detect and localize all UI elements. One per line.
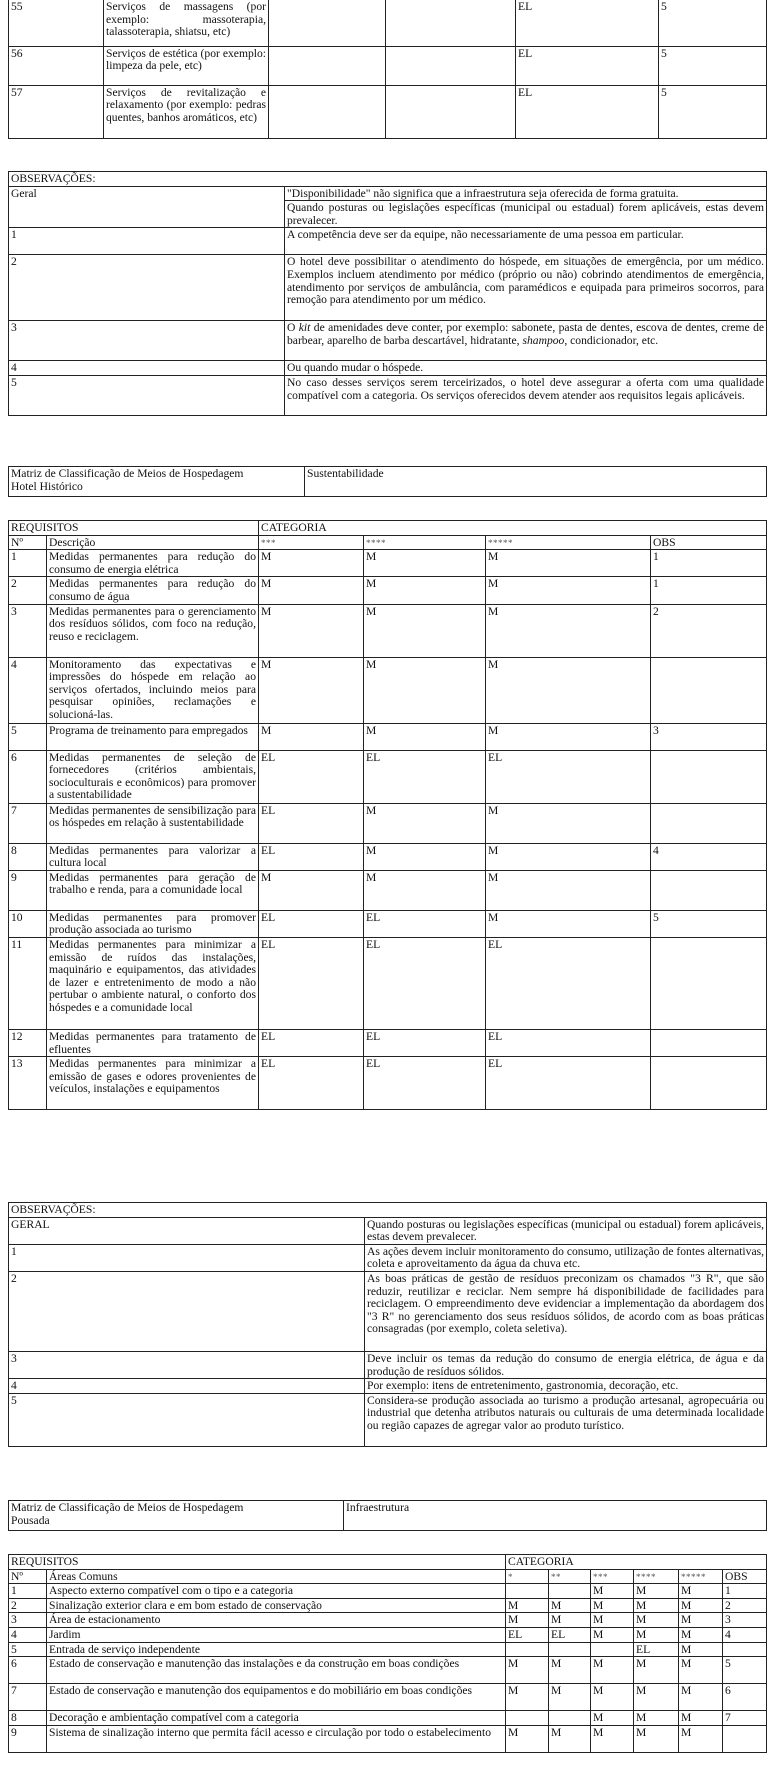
table-row [9, 1598, 767, 1613]
obs-text: O hotel deve possibilitar o atendimento do hóspede, em situações de emergência, por um médico. Exemplos incluem atendimento por médico (próprio ou não) cobrindo atendimentos de emergência, atendimento por serviços de ambulância, com paramédicos e equipada para primeiros socorros, para remoção para atendimento por um médico. [285, 255, 767, 321]
row-description: Serviços de massagens (por exemplo: massoterapia, talassoterapia, shiatsu, etc) [104, 0, 269, 46]
row-number: 7 [9, 1684, 47, 1711]
row-number: 1 [9, 550, 47, 577]
row-cat-3: EL [516, 85, 659, 138]
obs-text: Quando posturas ou legislações específicas (municipal ou estadual) forem aplicáveis, estas devem prevalecer. [285, 201, 767, 228]
row-5-stars: M [486, 550, 651, 577]
row-1-star [506, 1711, 549, 1726]
obs-text-part: O [287, 321, 299, 335]
row-5-stars: M [486, 910, 651, 937]
row-4-stars: M [364, 803, 486, 843]
row-1-star: EL [506, 1627, 549, 1642]
row-5-stars: M [486, 657, 651, 723]
row-3-stars: M [591, 1725, 634, 1752]
row-4-stars: M [634, 1598, 679, 1613]
row-3-stars: EL [259, 1057, 364, 1110]
obs-text-italic: kit [298, 321, 311, 335]
row-description: Medidas permanentes para promover produção associada ao turismo [47, 910, 259, 937]
row-obs [723, 1642, 767, 1657]
row-obs: 5 [723, 1657, 767, 1684]
categoria-header: CATEGORIA [506, 1555, 767, 1570]
row-description: Decoração e ambientação compatível com a categoria [47, 1711, 506, 1726]
row-5-stars: M [679, 1598, 723, 1613]
row-description: Jardim [47, 1627, 506, 1642]
row-5-stars: M [679, 1627, 723, 1642]
row-3-stars: EL [259, 750, 364, 803]
row-3-stars: EL [259, 910, 364, 937]
col-description-header: Áreas Comuns [47, 1569, 506, 1584]
matrix-type: Pousada [11, 1513, 50, 1527]
observations-title: OBSERVAÇÕES: [9, 172, 767, 187]
obs-number: 2 [9, 255, 285, 321]
row-4-stars: EL [634, 1642, 679, 1657]
row-3-stars: M [259, 604, 364, 657]
row-4-stars: M [634, 1657, 679, 1684]
obs-text: "Disponibilidade" não significa que a infraestrutura seja oferecida de forma gratuita. [285, 186, 767, 201]
row-number: 8 [9, 1711, 47, 1726]
row-obs: 2 [651, 604, 767, 657]
row-number: 56 [9, 46, 104, 85]
row-5-stars: M [679, 1613, 723, 1628]
row-number: 8 [9, 843, 47, 870]
row-description: Medidas permanentes para tratamento de efluentes [47, 1029, 259, 1056]
row-1-star: M [506, 1613, 549, 1628]
row-description: Serviços de estética (por exemplo: limpeza da pele, etc) [104, 46, 269, 85]
table-row [9, 604, 767, 657]
row-1-star: M [506, 1657, 549, 1684]
row-description: Medidas permanentes para redução do consumo de energia elétrica [47, 550, 259, 577]
table-row [9, 910, 767, 937]
categoria-header: CATEGORIA [259, 521, 767, 536]
row-2-stars [549, 1584, 591, 1599]
row-obs: 2 [723, 1598, 767, 1613]
row-4-stars: EL [364, 910, 486, 937]
services-table-continuation [8, 0, 767, 139]
row-cat-3: EL [516, 46, 659, 85]
table-row [9, 657, 767, 723]
col-description-header: Descrição [47, 535, 259, 550]
row-3-stars: M [591, 1613, 634, 1628]
row-description: Medidas permanentes para o gerenciamento dos resíduos sólidos, com foco na redução, reuso e reciclagem. [47, 604, 259, 657]
row-3-stars: M [259, 577, 364, 604]
row-5-stars: M [679, 1642, 723, 1657]
row-4-stars: EL [364, 750, 486, 803]
infrastructure-requirements-table [8, 1554, 767, 1753]
row-number: 6 [9, 750, 47, 803]
row-5-stars: M [679, 1711, 723, 1726]
row-obs: 5 [659, 0, 767, 46]
sustainability-requirements-table [8, 520, 767, 1110]
row-cat-1 [269, 85, 386, 138]
obs-text: As boas práticas de gestão de resíduos preconizam os chamados "3 R", que são reduzir, reutilizar e reciclar. Nem sempre há disponibilidade de facilidades para reciclagem. O empreendimento deve evidenciar a implementação da abordagem dos "3 R" no gerenciamento dos seus resíduos sólidos, de acordo com as boas práticas consagradas (por exemplo, coleta seletiva). [365, 1271, 767, 1351]
row-obs: 4 [723, 1627, 767, 1642]
row-3-stars: M [259, 657, 364, 723]
obs-text: Considera-se produção associada ao turismo a produção artesanal, agropecuária ou industrial que detenha atributos naturais ou culturais de uma determinada localidade ou região capazes de agregar valor ao produto turístico. [365, 1393, 767, 1446]
row-4-stars: M [364, 577, 486, 604]
obs-text-part: , condicionador, etc. [564, 333, 659, 347]
row-3-stars: M [259, 723, 364, 750]
row-description: Medidas permanentes para geração de trabalho e renda, para a comunidade local [47, 870, 259, 910]
row-description: Medidas permanentes para valorizar a cultura local [47, 843, 259, 870]
table-row [9, 550, 767, 577]
obs-text: No caso desses serviços serem terceirizados, o hotel deve assegurar a oferta com uma qualidade compatível com a categoria. Os serviços oferecidos devem atender aos requisitos legais aplicáveis. [285, 375, 767, 415]
table-row [9, 85, 767, 138]
row-obs: 5 [659, 46, 767, 85]
row-3-stars: M [259, 550, 364, 577]
row-2-stars: M [549, 1684, 591, 1711]
table-row [9, 1584, 767, 1599]
row-1-star [506, 1642, 549, 1657]
row-obs: 4 [651, 843, 767, 870]
row-5-stars: M [486, 723, 651, 750]
row-4-stars: M [364, 870, 486, 910]
matrix-title-line1: Matriz de Classificação de Meios de Hospedagem [11, 1501, 244, 1514]
table-row [9, 803, 767, 843]
table-row [9, 0, 767, 46]
col-3-stars-header: *** [259, 535, 364, 550]
table-row [9, 577, 767, 604]
row-obs [651, 937, 767, 1029]
row-3-stars: M [591, 1598, 634, 1613]
matrix-section: Infraestrutura [344, 1501, 767, 1531]
row-obs: 5 [659, 85, 767, 138]
row-number: 9 [9, 870, 47, 910]
row-description: Monitoramento das expectativas e impressões do hóspede em relação ao serviços ofertados, incluindo meios para pesquisar opiniões, reclamações e solucioná-las. [47, 657, 259, 723]
row-cat-3: EL [516, 0, 659, 46]
row-4-stars: EL [364, 937, 486, 1029]
row-4-stars: M [634, 1613, 679, 1628]
row-5-stars: M [486, 870, 651, 910]
row-number: 3 [9, 604, 47, 657]
row-description: Área de estacionamento [47, 1613, 506, 1628]
row-number: 2 [9, 577, 47, 604]
table-row [9, 870, 767, 910]
row-obs [651, 870, 767, 910]
row-1-star [506, 1584, 549, 1599]
row-number: 57 [9, 85, 104, 138]
row-number: 4 [9, 1627, 47, 1642]
obs-number: 3 [9, 321, 285, 361]
table-row [9, 843, 767, 870]
row-obs [723, 1725, 767, 1752]
obs-text: Ou quando mudar o hóspede. [285, 361, 767, 376]
row-description: Medidas permanentes de sensibilização para os hóspedes em relação à sustentabilidade [47, 803, 259, 843]
obs-number: 3 [9, 1351, 365, 1378]
col-obs-header: OBS [723, 1569, 767, 1584]
row-5-stars: M [486, 604, 651, 657]
obs-text: A competência deve ser da equipe, não necessariamente de uma pessoa em particular. [285, 228, 767, 255]
row-5-stars: EL [486, 1029, 651, 1056]
row-1-star: M [506, 1684, 549, 1711]
table-row [9, 1684, 767, 1711]
row-number: 9 [9, 1725, 47, 1752]
matrix-title [9, 467, 305, 497]
row-number: 5 [9, 1642, 47, 1657]
row-3-stars [591, 1642, 634, 1657]
table-row [9, 46, 767, 85]
row-5-stars: EL [486, 750, 651, 803]
row-4-stars: M [364, 843, 486, 870]
row-obs [651, 1029, 767, 1056]
row-2-stars: M [549, 1657, 591, 1684]
row-5-stars: M [486, 803, 651, 843]
row-4-stars: M [634, 1725, 679, 1752]
row-5-stars: M [679, 1657, 723, 1684]
row-description: Serviços de revitalização e relaxamento (por exemplo: pedras quentes, banhos aromáticos, etc) [104, 85, 269, 138]
row-description: Estado de conservação e manutenção dos equipamentos e do mobiliário em boas condições [47, 1684, 506, 1711]
row-2-stars [549, 1642, 591, 1657]
row-4-stars: M [634, 1627, 679, 1642]
row-description: Aspecto externo compatível com o tipo e a categoria [47, 1584, 506, 1599]
row-cat-2 [386, 46, 516, 85]
row-1-star: M [506, 1725, 549, 1752]
row-obs: 3 [723, 1613, 767, 1628]
row-number: 4 [9, 657, 47, 723]
table-row [9, 1657, 767, 1684]
row-description: Medidas permanentes de seleção de fornecedores (critérios ambientais, socioculturais e econômicos) para promover a sustentabilidade [47, 750, 259, 803]
row-obs [651, 750, 767, 803]
obs-text: Por exemplo: itens de entretenimento, gastronomia, decoração, etc. [365, 1379, 767, 1394]
requisitos-header: REQUISITOS [9, 1555, 506, 1570]
row-description: Sistema de sinalização interno que permita fácil acesso e circulação por todo o estabelecimento [47, 1725, 506, 1752]
row-4-stars: M [364, 723, 486, 750]
obs-text: Quando posturas ou legislações específicas (municipal ou estadual) forem aplicáveis, estas devem prevalecer. [365, 1217, 767, 1244]
col-5-stars-header: ***** [679, 1569, 723, 1584]
row-3-stars: EL [259, 843, 364, 870]
table-row [9, 750, 767, 803]
row-number: 12 [9, 1029, 47, 1056]
row-obs [651, 657, 767, 723]
table-row [9, 1642, 767, 1657]
col-1-star-header: * [506, 1569, 549, 1584]
col-4-stars-header: **** [634, 1569, 679, 1584]
row-obs: 1 [651, 550, 767, 577]
row-4-stars: EL [364, 1029, 486, 1056]
row-4-stars: M [364, 550, 486, 577]
row-4-stars: M [634, 1684, 679, 1711]
matrix-section: Sustentabilidade [305, 467, 767, 497]
row-2-stars: EL [549, 1627, 591, 1642]
row-cat-2 [386, 0, 516, 46]
row-obs [651, 1057, 767, 1110]
table-row [9, 1725, 767, 1752]
obs-number: 4 [9, 1379, 365, 1394]
table-row [9, 1711, 767, 1726]
matrix-title-line1: Matriz de Classificação de Meios de Hospedagem [11, 467, 244, 480]
col-number-header: Nº [9, 1569, 47, 1584]
table-row [9, 723, 767, 750]
obs-number: 1 [9, 228, 285, 255]
row-5-stars: M [486, 577, 651, 604]
row-description: Medidas permanentes para minimizar a emissão de ruídos das instalações, maquinário e equipamentos, das atividades de lazer e entretenimento de modo a não pertubar o ambiente natural, o conforto dos hóspedes e a comunidade local [47, 937, 259, 1029]
row-5-stars: EL [486, 937, 651, 1029]
obs-text: Deve incluir os temas da redução do consumo de energia elétrica, de água e da produção de resíduos sólidos. [365, 1351, 767, 1378]
table-row [9, 1029, 767, 1056]
obs-label-geral: Geral [9, 186, 285, 228]
matrix-title [9, 1501, 344, 1531]
row-3-stars: M [591, 1584, 634, 1599]
col-2-stars-header: ** [549, 1569, 591, 1584]
row-cat-2 [386, 85, 516, 138]
row-obs: 1 [651, 577, 767, 604]
row-obs: 7 [723, 1711, 767, 1726]
row-cat-1 [269, 46, 386, 85]
matrix-header-hotel-historico [8, 466, 767, 497]
row-5-stars: M [679, 1684, 723, 1711]
col-number-header: Nº [9, 535, 47, 550]
row-2-stars: M [549, 1613, 591, 1628]
row-5-stars: EL [486, 1057, 651, 1110]
requisitos-header: REQUISITOS [9, 521, 259, 536]
row-1-star: M [506, 1598, 549, 1613]
row-obs: 5 [651, 910, 767, 937]
table-row [9, 937, 767, 1029]
row-number: 55 [9, 0, 104, 46]
obs-text-italic: shampoo [522, 333, 565, 347]
row-number: 1 [9, 1584, 47, 1599]
col-5-stars-header: ***** [486, 535, 651, 550]
obs-text: As ações devem incluir monitoramento do consumo, utilização de fontes alternativas, coleta e aproveitamento da água da chuva etc. [365, 1244, 767, 1271]
obs-label-geral: GERAL [9, 1217, 365, 1244]
row-4-stars: M [364, 657, 486, 723]
obs-number: 5 [9, 1393, 365, 1446]
row-description: Medidas permanentes para redução do consumo de água [47, 577, 259, 604]
table-row [9, 1613, 767, 1628]
col-3-stars-header: *** [591, 1569, 634, 1584]
observations-title: OBSERVAÇÕES: [9, 1203, 767, 1218]
row-description: Sinalização exterior clara e em bom estado de conservação [47, 1598, 506, 1613]
obs-number: 5 [9, 375, 285, 415]
col-obs-header: OBS [651, 535, 767, 550]
row-cat-1 [269, 0, 386, 46]
row-description: Programa de treinamento para empregados [47, 723, 259, 750]
row-obs [651, 803, 767, 843]
matrix-type: Hotel Histórico [11, 479, 83, 493]
row-3-stars: M [259, 870, 364, 910]
obs-text [285, 321, 767, 361]
row-3-stars: M [591, 1627, 634, 1642]
row-3-stars: EL [259, 803, 364, 843]
obs-text-part: de amenidades deve conter, por exemplo: sabonete, pasta de dentes, escova de dentes, creme de barbear, aparelho de barba descartável, hidratante, [287, 321, 765, 347]
table-row [9, 1627, 767, 1642]
row-number: 2 [9, 1598, 47, 1613]
row-4-stars: M [634, 1584, 679, 1599]
row-3-stars: EL [259, 1029, 364, 1056]
row-5-stars: M [486, 843, 651, 870]
row-number: 3 [9, 1613, 47, 1628]
row-obs: 3 [651, 723, 767, 750]
matrix-header-pousada [8, 1500, 767, 1531]
row-number: 13 [9, 1057, 47, 1110]
row-3-stars: M [591, 1684, 634, 1711]
row-description: Medidas permanentes para minimizar a emissão de gases e odores provenientes de veículos, instalações e equipamentos [47, 1057, 259, 1110]
row-5-stars: M [679, 1584, 723, 1599]
row-description: Estado de conservação e manutenção das instalações e da construção em boas condições [47, 1657, 506, 1684]
row-number: 11 [9, 937, 47, 1029]
row-4-stars: M [364, 604, 486, 657]
row-2-stars: M [549, 1725, 591, 1752]
observations-table-1 [8, 171, 767, 416]
row-5-stars: M [679, 1725, 723, 1752]
row-2-stars [549, 1711, 591, 1726]
row-description: Entrada de serviço independente [47, 1642, 506, 1657]
obs-number: 2 [9, 1271, 365, 1351]
row-4-stars: EL [364, 1057, 486, 1110]
row-3-stars: M [591, 1657, 634, 1684]
row-4-stars: M [634, 1711, 679, 1726]
table-row [9, 1057, 767, 1110]
row-2-stars: M [549, 1598, 591, 1613]
row-number: 5 [9, 723, 47, 750]
row-number: 7 [9, 803, 47, 843]
row-number: 10 [9, 910, 47, 937]
obs-number: 4 [9, 361, 285, 376]
col-4-stars-header: **** [364, 535, 486, 550]
row-3-stars: M [591, 1711, 634, 1726]
row-number: 6 [9, 1657, 47, 1684]
observations-table-2 [8, 1202, 767, 1447]
row-obs: 1 [723, 1584, 767, 1599]
obs-number: 1 [9, 1244, 365, 1271]
row-3-stars: EL [259, 937, 364, 1029]
row-obs: 6 [723, 1684, 767, 1711]
